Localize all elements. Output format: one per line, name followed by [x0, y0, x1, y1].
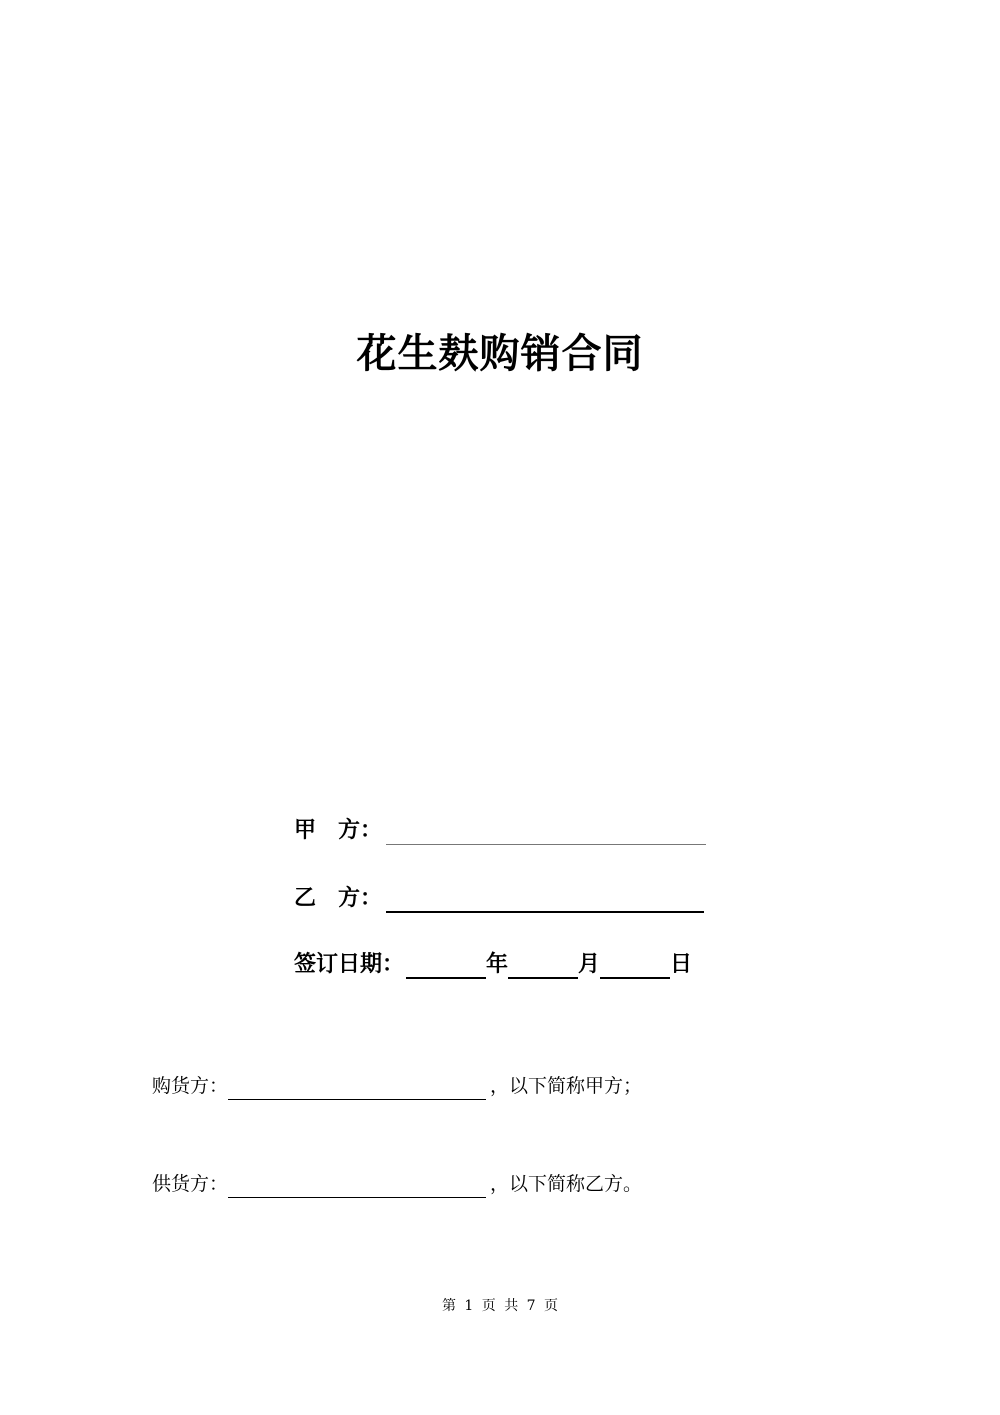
party-b-label: 乙 方：: [294, 885, 383, 911]
year-label: 年: [486, 951, 509, 977]
party-a-blank[interactable]: [386, 820, 706, 845]
buyer-label: 购货方：: [152, 1075, 229, 1097]
party-b-blank[interactable]: [386, 887, 704, 913]
sign-date-row: [294, 949, 692, 979]
party-a-label: 甲 方：: [294, 817, 383, 843]
month-blank[interactable]: [508, 953, 578, 979]
seller-blank[interactable]: [228, 1175, 486, 1198]
buyer-clause: [152, 1072, 642, 1100]
month-label: 月: [578, 951, 601, 977]
day-blank[interactable]: [600, 953, 670, 979]
seller-suffix: ，以下简称乙方。: [490, 1173, 643, 1195]
party-b-row: [294, 883, 704, 913]
year-blank[interactable]: [406, 953, 486, 979]
sign-date-label: 签订日期：: [294, 951, 405, 977]
day-label: 日: [670, 951, 693, 977]
seller-clause: [152, 1170, 642, 1198]
buyer-suffix: ，以下简称甲方；: [490, 1075, 643, 1097]
document-title: 花生麸购销合同: [356, 330, 644, 377]
buyer-blank[interactable]: [228, 1077, 486, 1100]
party-a-row: [294, 815, 706, 845]
page-footer: 第 1 页 共 7 页: [441, 1298, 559, 1314]
seller-label: 供货方：: [152, 1173, 229, 1195]
